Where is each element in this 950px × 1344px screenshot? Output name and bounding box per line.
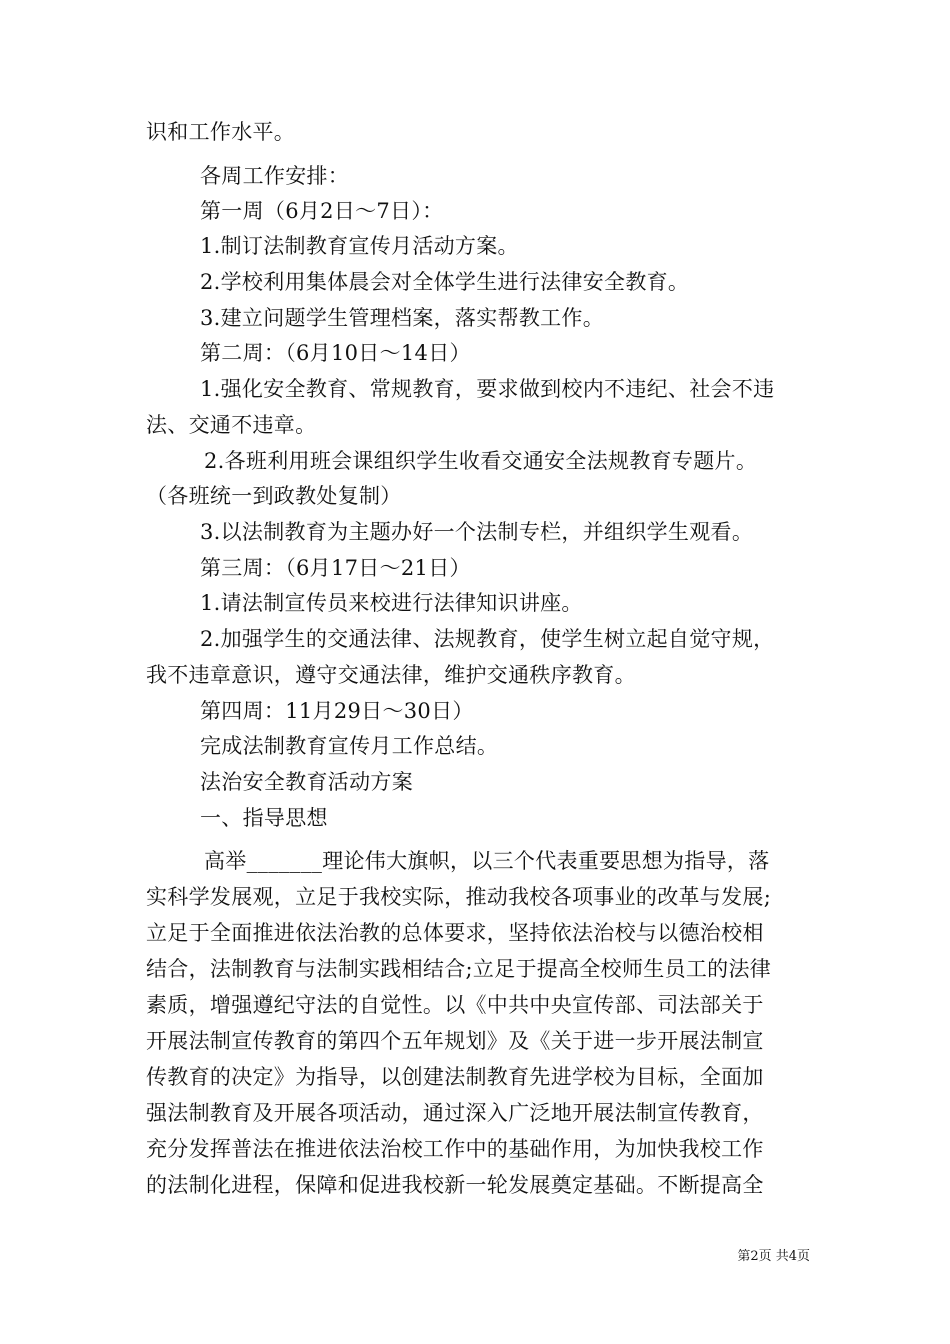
- text-line: 各周工作安排：: [200, 164, 350, 188]
- section-heading: 一、指导思想: [200, 806, 328, 830]
- text-line: 第三周：（6月17日～21日）: [200, 556, 471, 580]
- text-line: 2.各班利用班会课组织学生收看交通安全法规教育专题片。: [204, 449, 758, 473]
- text-line: 素质，增强遵纪守法的自觉性。以《中共中央宣传部、司法部关于: [146, 993, 764, 1017]
- text-line: 高举_______理论伟大旗帜，以三个代表重要思想为指导，落: [204, 849, 770, 873]
- text-line: 实科学发展观，立足于我校实际，推动我校各项事业的改革与发展;: [146, 885, 772, 909]
- text-line: 3.建立问题学生管理档案，落实帮教工作。: [200, 306, 605, 330]
- text-line: 传教育的决定》为指导，以创建法制教育先进学校为目标，全面加: [146, 1065, 764, 1089]
- text-line: 完成法制教育宣传月工作总结。: [200, 734, 499, 758]
- text-line: 第二周：（6月10日～14日）: [200, 341, 471, 365]
- text-line: 结合，法制教育与法制实践相结合;立足于提高全校师生员工的法律: [146, 957, 772, 981]
- text-line: 2.加强学生的交通法律、法规教育，使学生树立起自觉守规，: [200, 627, 775, 651]
- page-number: 第2页 共4页: [737, 1249, 810, 1264]
- text-line: 3.以法制教育为主题办好一个法制专栏，并组织学生观看。: [200, 520, 754, 544]
- text-line: （各班统一到政教处复制）: [146, 484, 402, 508]
- text-line: 的法制化进程，保障和促进我校新一轮发展奠定基础。不断提高全: [146, 1173, 764, 1197]
- text-line: 1.请法制宣传员来校进行法律知识讲座。: [200, 591, 583, 615]
- text-line: 第四周：11月29日～30日）: [200, 699, 474, 723]
- text-line: 第一周（6月2日～7日）：: [200, 199, 444, 223]
- text-line: 开展法制宣传教育的第四个五年规划》及《关于进一步开展法制宣: [146, 1029, 764, 1053]
- text-line: 1.强化安全教育、常规教育，要求做到校内不违纪、社会不违: [200, 377, 775, 401]
- text-line: 识和工作水平。: [146, 120, 296, 144]
- text-line: 我不违章意识，遵守交通法律，维护交通秩序教育。: [146, 663, 636, 687]
- text-line: 充分发挥普法在推进依法治校工作中的基础作用，为加快我校工作: [146, 1137, 764, 1161]
- section-title: 法治安全教育活动方案: [200, 770, 413, 794]
- text-line: 立足于全面推进依法治教的总体要求，坚持依法治校与以德治校相: [146, 921, 764, 945]
- text-line: 法、交通不违章。: [146, 413, 317, 437]
- text-line: 强法制教育及开展各项活动，通过深入广泛地开展法制宣传教育，: [146, 1101, 764, 1125]
- text-line: 1.制订法制教育宣传月活动方案。: [200, 234, 519, 258]
- text-line: 2.学校利用集体晨会对全体学生进行法律安全教育。: [200, 270, 690, 294]
